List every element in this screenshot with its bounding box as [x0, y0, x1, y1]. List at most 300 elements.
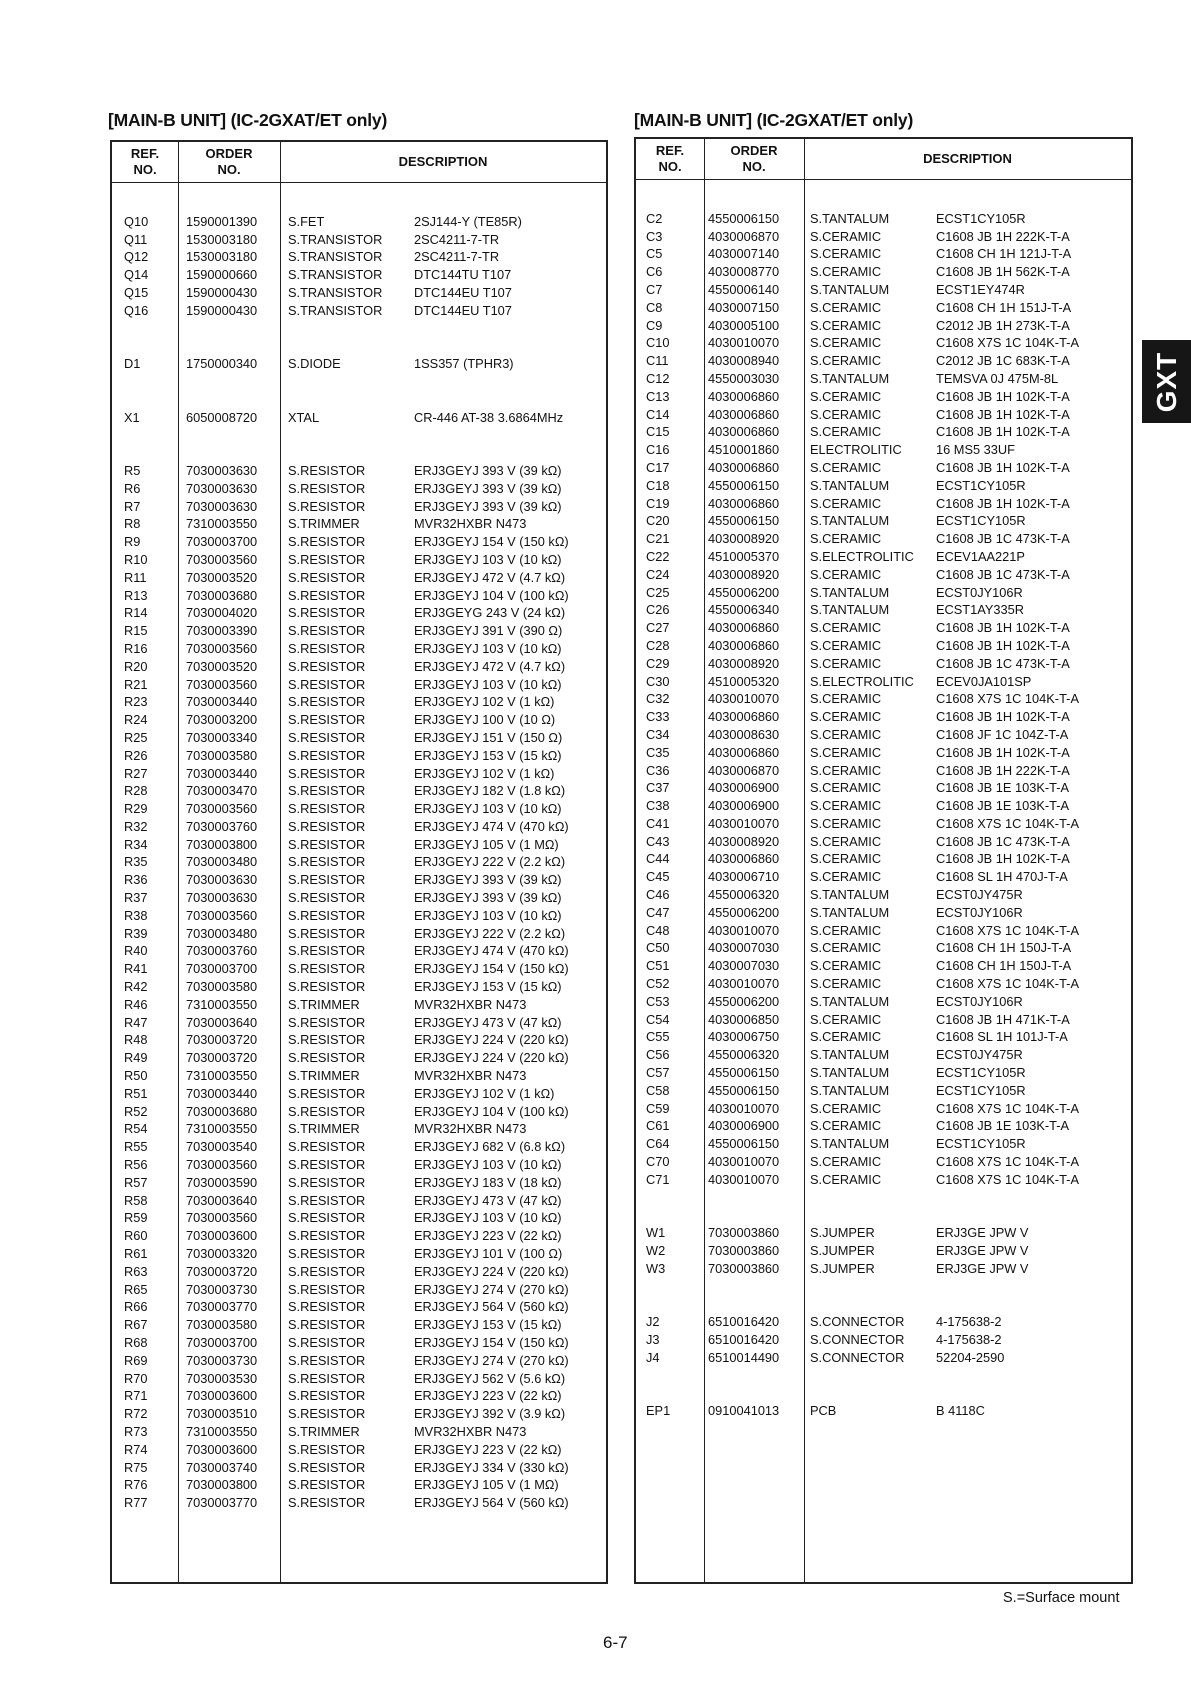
right-order-header: ORDER NO. [730, 143, 778, 174]
order-cell: 7030003630 [186, 890, 258, 906]
order-cell: 7030003630 [186, 462, 258, 478]
table-row [112, 320, 606, 338]
part-cell: ECST1CY105R [936, 210, 1026, 226]
order-cell: 4030008770 [708, 264, 780, 280]
type-cell: S.RESISTOR [288, 1406, 366, 1422]
ref-cell: C71 [646, 1171, 670, 1187]
table-row [112, 1120, 606, 1138]
table-row [636, 1278, 1131, 1296]
table-row [636, 584, 1131, 602]
order-cell: 4030010070 [708, 335, 780, 351]
order-cell: 4550006150 [708, 1082, 780, 1098]
type-cell: S.TRIMMER [288, 516, 360, 532]
ref-cell: C2 [646, 210, 663, 226]
part-cell: C1608 SL 1H 101J-T-A [936, 1029, 1068, 1045]
ref-cell: C64 [646, 1136, 670, 1152]
ref-cell: C7 [646, 281, 663, 297]
order-cell: 7030003730 [186, 1352, 258, 1368]
type-cell: S.RESISTOR [288, 925, 366, 941]
order-cell: 7030003720 [186, 1263, 258, 1279]
part-cell: C2012 JB 1C 683K-T-A [936, 353, 1070, 369]
order-cell: 7030003860 [708, 1225, 780, 1241]
table-row [112, 1476, 606, 1494]
table-row [636, 744, 1131, 762]
part-cell: ERJ3GEYJ 105 V (1 MΩ) [414, 1477, 559, 1493]
table-row [112, 533, 606, 551]
order-cell: 4030007150 [708, 299, 780, 315]
part-cell: 2SC4211-7-TR [414, 249, 500, 265]
ref-cell: R38 [124, 907, 148, 923]
table-row [112, 587, 606, 605]
type-cell: S.CERAMIC [810, 940, 882, 956]
order-cell: 0910041013 [708, 1403, 780, 1419]
part-cell: 2SJ144-Y (TE85R) [414, 213, 522, 229]
table-row [636, 868, 1131, 886]
type-cell: S.CERAMIC [810, 1118, 882, 1134]
order-cell: 4030007140 [708, 246, 780, 262]
order-cell: 4030010070 [708, 1100, 780, 1116]
part-cell: DTC144TU T107 [414, 267, 512, 283]
ref-cell: C10 [646, 335, 670, 351]
order-cell: 4030008920 [708, 833, 780, 849]
order-cell: 7030003540 [186, 1139, 258, 1155]
ref-cell: R13 [124, 587, 148, 603]
ref-cell: W2 [646, 1243, 666, 1259]
ref-cell: EP1 [646, 1403, 671, 1419]
footnote: S.=Surface mount [1003, 1590, 1120, 1606]
table-row [636, 1100, 1131, 1118]
type-cell: S.ELECTROLITIC [810, 673, 914, 689]
type-cell: S.RESISTOR [288, 712, 366, 728]
part-cell: C1608 CH 1H 150J-T-A [936, 940, 1072, 956]
table-row [636, 334, 1131, 352]
order-cell: 7030003770 [186, 1299, 258, 1315]
part-cell: ERJ3GEYJ 224 V (220 kΩ) [414, 1032, 569, 1048]
type-cell: S.CONNECTOR [810, 1314, 905, 1330]
order-cell: 7030003440 [186, 765, 258, 781]
type-cell: S.RESISTOR [288, 854, 366, 870]
ref-cell: R73 [124, 1423, 148, 1439]
table-row [112, 1067, 606, 1085]
order-cell: 4030010070 [708, 1171, 780, 1187]
part-cell: ECST1CY105R [936, 1082, 1026, 1098]
ref-cell: R24 [124, 712, 148, 728]
ref-cell: W1 [646, 1225, 666, 1241]
ref-cell: C3 [646, 228, 663, 244]
type-cell: S.RESISTOR [288, 1085, 366, 1101]
type-cell: S.CONNECTOR [810, 1349, 905, 1365]
order-cell: 4030006860 [708, 406, 780, 422]
part-cell: ERJ3GEYJ 391 V (390 Ω) [414, 623, 563, 639]
ref-cell: R20 [124, 658, 148, 674]
part-cell: ECEV1AA221P [936, 548, 1025, 564]
part-cell: ERJ3GEYJ 101 V (100 Ω) [414, 1246, 563, 1262]
order-cell: 1590000430 [186, 302, 258, 318]
ref-cell: C43 [646, 833, 670, 849]
right-ref-header: REF. NO. [655, 143, 685, 174]
table-row [636, 957, 1131, 975]
table-row [636, 1135, 1131, 1153]
ref-cell: R74 [124, 1441, 148, 1457]
part-cell: ERJ3GEYJ 103 V (10 kΩ) [414, 1210, 562, 1226]
part-cell: C1608 X7S 1C 104K-T-A [936, 1171, 1079, 1187]
order-cell: 4550006320 [708, 1047, 780, 1063]
ref-cell: C48 [646, 922, 670, 938]
table-row [636, 423, 1131, 441]
order-cell: 7030003640 [186, 1014, 258, 1030]
order-cell: 7030003640 [186, 1192, 258, 1208]
ref-cell: Q15 [124, 284, 149, 300]
order-cell: 4030010070 [708, 976, 780, 992]
ref-cell: C38 [646, 798, 670, 814]
table-row [112, 391, 606, 409]
part-cell: ECST0JY106R [936, 993, 1023, 1009]
ref-cell: J3 [646, 1332, 660, 1347]
order-cell: 7030003860 [708, 1260, 780, 1276]
part-cell: ERJ3GEYJ 104 V (100 kΩ) [414, 1103, 569, 1119]
ref-cell: C58 [646, 1082, 670, 1098]
table-row [636, 317, 1131, 335]
order-cell: 7030003860 [708, 1243, 780, 1259]
left-rows [112, 195, 606, 1512]
order-cell: 7310003550 [186, 1423, 258, 1439]
order-cell: 7030003740 [186, 1459, 258, 1475]
order-cell: 7030003700 [186, 961, 258, 977]
ref-cell: R27 [124, 765, 148, 781]
order-cell: 1530003180 [186, 249, 258, 265]
type-cell: S.RESISTOR [288, 1317, 366, 1333]
type-cell: S.RESISTOR [288, 1477, 366, 1493]
part-cell: ERJ3GEYJ 103 V (10 kΩ) [414, 640, 562, 656]
table-row [636, 210, 1131, 228]
order-cell: 7030003560 [186, 640, 258, 656]
part-cell: C1608 JB 1H 562K-T-A [936, 264, 1070, 280]
order-cell: 4550003030 [708, 370, 780, 386]
ref-cell: R29 [124, 801, 148, 817]
part-cell: C2012 JB 1H 273K-T-A [936, 317, 1070, 333]
ref-cell: Q14 [124, 267, 149, 283]
table-row [636, 1189, 1131, 1207]
part-cell: C1608 X7S 1C 104K-T-A [936, 691, 1079, 707]
ref-cell: R6 [124, 480, 141, 496]
ref-cell: R10 [124, 551, 148, 567]
table-row [636, 1206, 1131, 1224]
ref-cell: C41 [646, 815, 670, 831]
part-cell: ERJ3GEYJ 151 V (150 Ω) [414, 729, 563, 745]
table-row [636, 975, 1131, 993]
table-row [112, 337, 606, 355]
order-cell: 7030003560 [186, 676, 258, 692]
order-cell: 1590000430 [186, 284, 258, 300]
part-cell: ECST1CY105R [936, 513, 1026, 529]
ref-cell: R41 [124, 961, 148, 977]
order-cell: 4030010070 [708, 691, 780, 707]
order-cell: 7030003580 [186, 979, 258, 995]
part-cell: ERJ3GEYJ 153 V (15 kΩ) [414, 979, 562, 995]
ref-cell: R7 [124, 498, 141, 514]
type-cell: S.RESISTOR [288, 943, 366, 959]
order-cell: 4030010070 [708, 922, 780, 938]
table-row [112, 515, 606, 533]
table-row [112, 818, 606, 836]
ref-cell: C34 [646, 726, 670, 742]
table-row [112, 1441, 606, 1459]
part-cell: ERJ3GEYJ 473 V (47 kΩ) [414, 1014, 562, 1030]
type-cell: S.TANTALUM [810, 477, 890, 493]
order-cell: 4030005100 [708, 317, 780, 333]
part-cell: ERJ3GEYJ 103 V (10 kΩ) [414, 1157, 562, 1173]
order-cell: 7030003590 [186, 1174, 258, 1190]
part-cell: ERJ3GE JPW V [936, 1260, 1029, 1276]
type-cell: S.RESISTOR [288, 729, 366, 745]
type-cell: S.CERAMIC [810, 1100, 882, 1116]
type-cell: S.TRANSISTOR [288, 267, 383, 283]
table-row [636, 459, 1131, 477]
part-cell: C1608 X7S 1C 104K-T-A [936, 1100, 1079, 1116]
order-cell: 1530003180 [186, 231, 258, 247]
type-cell: S.CERAMIC [810, 299, 882, 315]
part-cell: 16 MS5 33UF [936, 442, 1015, 458]
order-cell: 1590001390 [186, 213, 258, 229]
table-row [636, 1402, 1131, 1420]
order-cell: 4030006860 [708, 495, 780, 511]
part-cell: C1608 JB 1C 473K-T-A [936, 655, 1070, 671]
order-cell: 4030006860 [708, 459, 780, 475]
left-order-header: ORDER NO. [205, 146, 253, 177]
type-cell: S.TRIMMER [288, 1423, 360, 1439]
ref-cell: R66 [124, 1299, 148, 1315]
part-cell: ERJ3GEYJ 222 V (2.2 kΩ) [414, 925, 566, 941]
type-cell: S.RESISTOR [288, 872, 366, 888]
type-cell: S.CERAMIC [810, 691, 882, 707]
ref-cell: R75 [124, 1459, 148, 1475]
part-cell: C1608 JB 1H 102K-T-A [936, 495, 1070, 511]
part-cell: ECST1EY474R [936, 281, 1025, 297]
table-row [112, 409, 606, 427]
table-row [636, 566, 1131, 584]
ref-cell: W3 [646, 1260, 666, 1276]
part-cell: ERJ3GEYJ 103 V (10 kΩ) [414, 907, 562, 923]
part-cell: MVR32HXBR N473 [414, 1068, 527, 1084]
type-cell: S.RESISTOR [288, 1388, 366, 1404]
order-cell: 4550006200 [708, 904, 780, 920]
table-row [112, 604, 606, 622]
type-cell: S.CERAMIC [810, 317, 882, 333]
part-cell: ERJ3GE JPW V [936, 1225, 1029, 1241]
table-row [112, 747, 606, 765]
order-cell: 4030006860 [708, 388, 780, 404]
ref-cell: C13 [646, 388, 670, 404]
order-cell: 7030003480 [186, 925, 258, 941]
order-cell: 7030003600 [186, 1388, 258, 1404]
order-cell: 4550006150 [708, 1136, 780, 1152]
ref-cell: C19 [646, 495, 670, 511]
table-row [636, 441, 1131, 459]
type-cell: S.CERAMIC [810, 1154, 882, 1170]
table-row [636, 993, 1131, 1011]
order-cell: 7310003550 [186, 1068, 258, 1084]
ref-cell: C27 [646, 620, 670, 636]
table-row [636, 922, 1131, 940]
order-cell: 7030003800 [186, 1477, 258, 1493]
table-row [636, 886, 1131, 904]
type-cell: S.RESISTOR [288, 1014, 366, 1030]
order-cell: 6510014490 [708, 1349, 780, 1365]
table-row [112, 1405, 606, 1423]
type-cell: S.TANTALUM [810, 1065, 890, 1081]
ref-cell: R37 [124, 890, 148, 906]
ref-cell: R72 [124, 1406, 148, 1422]
ref-cell: C55 [646, 1029, 670, 1045]
table-row [112, 658, 606, 676]
table-row [636, 762, 1131, 780]
type-cell: S.JUMPER [810, 1260, 875, 1276]
type-cell: S.TANTALUM [810, 993, 890, 1009]
ref-cell: D1 [124, 356, 141, 372]
order-cell: 4510001860 [708, 442, 780, 458]
type-cell: S.RESISTOR [288, 462, 366, 478]
part-cell: C1608 JB 1H 102K-T-A [936, 851, 1070, 867]
table-row [112, 1103, 606, 1121]
ref-cell: C5 [646, 246, 663, 262]
order-cell: 7030003600 [186, 1228, 258, 1244]
ref-cell: C45 [646, 869, 670, 885]
part-cell: ERJ3GEYJ 392 V (3.9 kΩ) [414, 1406, 566, 1422]
table-row [112, 1174, 606, 1192]
type-cell: S.ELECTROLITIC [810, 548, 914, 564]
order-cell: 4030006860 [708, 744, 780, 760]
ref-cell: C35 [646, 744, 670, 760]
table-row [636, 495, 1131, 513]
left-ref-header: REF. NO. [130, 146, 160, 177]
table-row [112, 1138, 606, 1156]
type-cell: S.FET [288, 213, 325, 229]
type-cell: S.RESISTOR [288, 890, 366, 906]
order-cell: 4550006150 [708, 477, 780, 493]
part-cell: ERJ3GEYJ 334 V (330 kΩ) [414, 1459, 569, 1475]
left-title: [MAIN-B UNIT] (IC-2GXAT/ET only) [108, 110, 388, 130]
part-cell: C1608 SL 1H 470J-T-A [936, 869, 1068, 885]
type-cell: S.TANTALUM [810, 281, 890, 297]
order-cell: 7030003560 [186, 1210, 258, 1226]
part-cell: ECST1AY335R [936, 602, 1024, 618]
ref-cell: R42 [124, 979, 148, 995]
part-cell: MVR32HXBR N473 [414, 516, 527, 532]
ref-cell: R65 [124, 1281, 148, 1297]
ref-cell: R11 [124, 569, 147, 585]
table-row [636, 1117, 1131, 1135]
order-cell: 6510016420 [708, 1314, 780, 1330]
part-cell: MVR32HXBR N473 [414, 1423, 527, 1439]
ref-cell: C59 [646, 1100, 670, 1116]
type-cell: S.RESISTOR [288, 747, 366, 763]
part-cell: 4-175638-2 [936, 1314, 1002, 1330]
table-row [112, 248, 606, 266]
ref-cell: R57 [124, 1174, 148, 1190]
part-cell: DTC144EU T107 [414, 302, 512, 318]
type-cell: S.CERAMIC [810, 264, 882, 280]
table-row [112, 1014, 606, 1032]
order-cell: 7030003340 [186, 729, 258, 745]
order-cell: 7030003580 [186, 1317, 258, 1333]
part-cell: ERJ3GEYJ 393 V (39 kΩ) [414, 462, 562, 478]
order-cell: 7030003630 [186, 480, 258, 496]
order-cell: 4030006900 [708, 1118, 780, 1134]
part-cell: ERJ3GEYJ 182 V (1.8 kΩ) [414, 783, 566, 799]
order-cell: 7030003530 [186, 1370, 258, 1386]
ref-cell: C25 [646, 584, 670, 600]
part-cell: ERJ3GEYJ 222 V (2.2 kΩ) [414, 854, 566, 870]
ref-cell: C33 [646, 709, 670, 725]
table-row [636, 1028, 1131, 1046]
table-row [112, 729, 606, 747]
part-cell: C1608 JB 1H 102K-T-A [936, 406, 1070, 422]
order-cell: 7030003390 [186, 623, 258, 639]
type-cell: S.CERAMIC [810, 459, 882, 475]
ref-cell: R49 [124, 1050, 148, 1066]
type-cell: S.RESISTOR [288, 907, 366, 923]
part-cell: C1608 JB 1H 102K-T-A [936, 459, 1070, 475]
order-cell: 4030006900 [708, 798, 780, 814]
type-cell: S.TANTALUM [810, 904, 890, 920]
part-cell: C1608 JB 1H 102K-T-A [936, 620, 1070, 636]
ref-cell: R40 [124, 943, 148, 959]
table-row [636, 530, 1131, 548]
order-cell: 7030003200 [186, 712, 258, 728]
type-cell: S.TRANSISTOR [288, 302, 383, 318]
order-cell: 7030003560 [186, 801, 258, 817]
type-cell: S.RESISTOR [288, 1157, 366, 1173]
part-cell: ERJ3GEYJ 564 V (560 kΩ) [414, 1495, 569, 1511]
order-cell: 7030003720 [186, 1050, 258, 1066]
order-cell: 7030003760 [186, 818, 258, 834]
ref-cell: C29 [646, 655, 670, 671]
type-cell: S.CERAMIC [810, 780, 882, 796]
type-cell: S.CERAMIC [810, 637, 882, 653]
type-cell: S.TRIMMER [288, 1068, 360, 1084]
order-cell: 4030006860 [708, 424, 780, 440]
order-cell: 7030003600 [186, 1441, 258, 1457]
type-cell: S.CERAMIC [810, 353, 882, 369]
part-cell: C1608 JF 1C 104Z-T-A [936, 726, 1069, 742]
part-cell: C1608 JB 1H 471K-T-A [936, 1011, 1070, 1027]
table-row [112, 195, 606, 213]
table-row [112, 1049, 606, 1067]
table-row [636, 690, 1131, 708]
part-cell: C1608 X7S 1C 104K-T-A [936, 976, 1079, 992]
type-cell: S.JUMPER [810, 1225, 875, 1241]
ref-cell: C16 [646, 442, 670, 458]
part-cell: C1608 JB 1C 473K-T-A [936, 566, 1070, 582]
order-cell: 4030010070 [708, 815, 780, 831]
type-cell: S.TANTALUM [810, 1082, 890, 1098]
order-cell: 4030006710 [708, 869, 780, 885]
table-row [112, 836, 606, 854]
table-row [112, 871, 606, 889]
table-row [112, 1316, 606, 1334]
ref-cell: C17 [646, 459, 670, 475]
ref-cell: C46 [646, 887, 670, 903]
type-cell: S.TRIMMER [288, 1121, 360, 1137]
type-cell: S.CERAMIC [810, 851, 882, 867]
order-cell: 1590000660 [186, 267, 258, 283]
table-row [112, 1352, 606, 1370]
section-tab: GXT [1142, 340, 1191, 423]
order-cell: 7030003470 [186, 783, 258, 799]
type-cell: S.CERAMIC [810, 335, 882, 351]
ref-cell: C30 [646, 673, 670, 689]
type-cell: S.CERAMIC [810, 566, 882, 582]
